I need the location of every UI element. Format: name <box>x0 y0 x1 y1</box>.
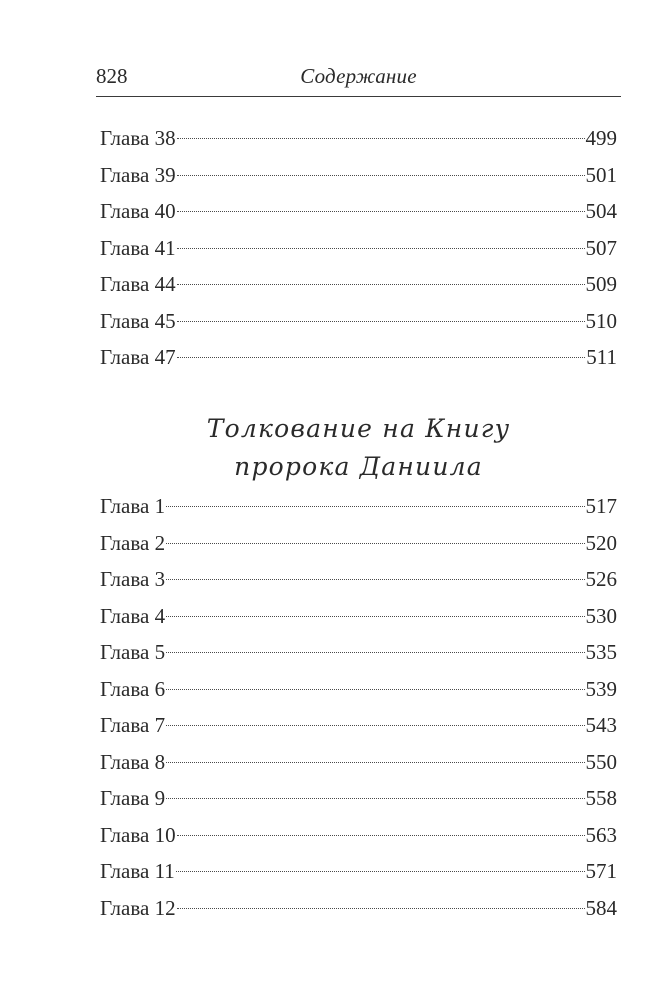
toc-entry <box>100 853 617 890</box>
toc-entry <box>100 157 617 194</box>
toc-entry-label: Глава 6 <box>100 676 166 701</box>
toc-entry <box>100 303 617 340</box>
dot-leader <box>166 543 584 544</box>
toc-entry-label: Глава 44 <box>100 272 176 296</box>
dot-leader <box>177 835 585 836</box>
toc-entry-page: 539 <box>585 676 617 701</box>
dot-leader <box>166 689 584 690</box>
dot-leader <box>177 248 585 249</box>
toc-entry-label: Глава 1 <box>100 494 166 518</box>
section-heading-line: Толкование на Книгу <box>206 414 511 443</box>
dot-leader <box>166 652 584 653</box>
toc-entry-label: Глава 10 <box>100 822 176 847</box>
dot-leader <box>177 908 585 909</box>
dot-leader <box>177 211 585 212</box>
toc-entry-page: 543 <box>585 713 617 737</box>
dot-leader <box>166 506 584 507</box>
toc-entry <box>100 634 617 671</box>
toc-entry-page: 571 <box>585 859 617 883</box>
dot-leader <box>177 357 586 358</box>
toc-entry-label: Глава 4 <box>100 603 166 628</box>
toc-entry-label: Глава 47 <box>100 345 176 369</box>
toc-entry-page: 499 <box>585 126 617 150</box>
toc-list-daniel <box>100 488 617 926</box>
toc-entry-page: 511 <box>586 345 617 369</box>
toc-entry-page: 526 <box>585 567 617 591</box>
toc-entry <box>100 193 617 230</box>
running-header <box>96 62 621 97</box>
toc-entry-page: 509 <box>585 272 617 296</box>
dot-leader <box>166 762 584 763</box>
toc-entry-label: Глава 3 <box>100 567 166 591</box>
toc-entry-page: 501 <box>585 162 617 187</box>
toc-entry <box>100 744 617 781</box>
section-heading <box>96 410 621 486</box>
toc-entry-page: 530 <box>585 603 617 628</box>
toc-entry-label: Глава 2 <box>100 530 166 555</box>
page-number: 828 <box>96 64 128 88</box>
toc-entry-label: Глава 11 <box>100 859 175 883</box>
toc-entry <box>100 230 617 267</box>
toc-entry <box>100 120 617 157</box>
toc-entry-page: 550 <box>585 749 617 774</box>
toc-entry-label: Глава 12 <box>100 895 176 920</box>
dot-leader <box>177 321 585 322</box>
dot-leader <box>177 138 585 139</box>
toc-entry-label: Глава 41 <box>100 235 176 260</box>
dot-leader <box>166 616 584 617</box>
toc-entry-label: Глава 8 <box>100 749 166 774</box>
toc-entry-label: Глава 39 <box>100 162 176 187</box>
dot-leader <box>166 579 584 580</box>
toc-entry <box>100 525 617 562</box>
toc-entry-page: 507 <box>585 235 617 260</box>
toc-entry <box>100 561 617 598</box>
toc-entry-label: Глава 45 <box>100 308 176 333</box>
toc-entry-page: 510 <box>585 308 617 333</box>
toc-entry-page: 563 <box>585 822 617 847</box>
dot-leader <box>166 798 584 799</box>
toc-entry <box>100 671 617 708</box>
toc-list-prior-section <box>100 120 617 376</box>
dot-leader <box>176 871 585 872</box>
toc-entry-page: 504 <box>585 199 617 223</box>
dot-leader <box>166 725 584 726</box>
toc-entry <box>100 266 617 303</box>
dot-leader <box>177 175 585 176</box>
toc-entry <box>100 488 617 525</box>
dot-leader <box>177 284 585 285</box>
toc-entry <box>100 339 617 376</box>
toc-entry-page: 517 <box>585 494 617 518</box>
running-title: Содержание <box>300 64 417 88</box>
toc-entry <box>100 780 617 817</box>
section-heading-line: пророка Даниила <box>234 452 483 481</box>
toc-entry <box>100 817 617 854</box>
toc-entry-page: 535 <box>585 640 617 664</box>
toc-entry-label: Глава 40 <box>100 199 176 223</box>
toc-entry-page: 520 <box>585 530 617 555</box>
toc-entry-label: Глава 9 <box>100 786 166 810</box>
toc-entry <box>100 890 617 927</box>
toc-entry <box>100 707 617 744</box>
toc-entry <box>100 598 617 635</box>
toc-entry-page: 584 <box>585 895 617 920</box>
toc-entry-page: 558 <box>585 786 617 810</box>
toc-entry-label: Глава 5 <box>100 640 166 664</box>
toc-entry-label: Глава 38 <box>100 126 176 150</box>
toc-entry-label: Глава 7 <box>100 713 166 737</box>
